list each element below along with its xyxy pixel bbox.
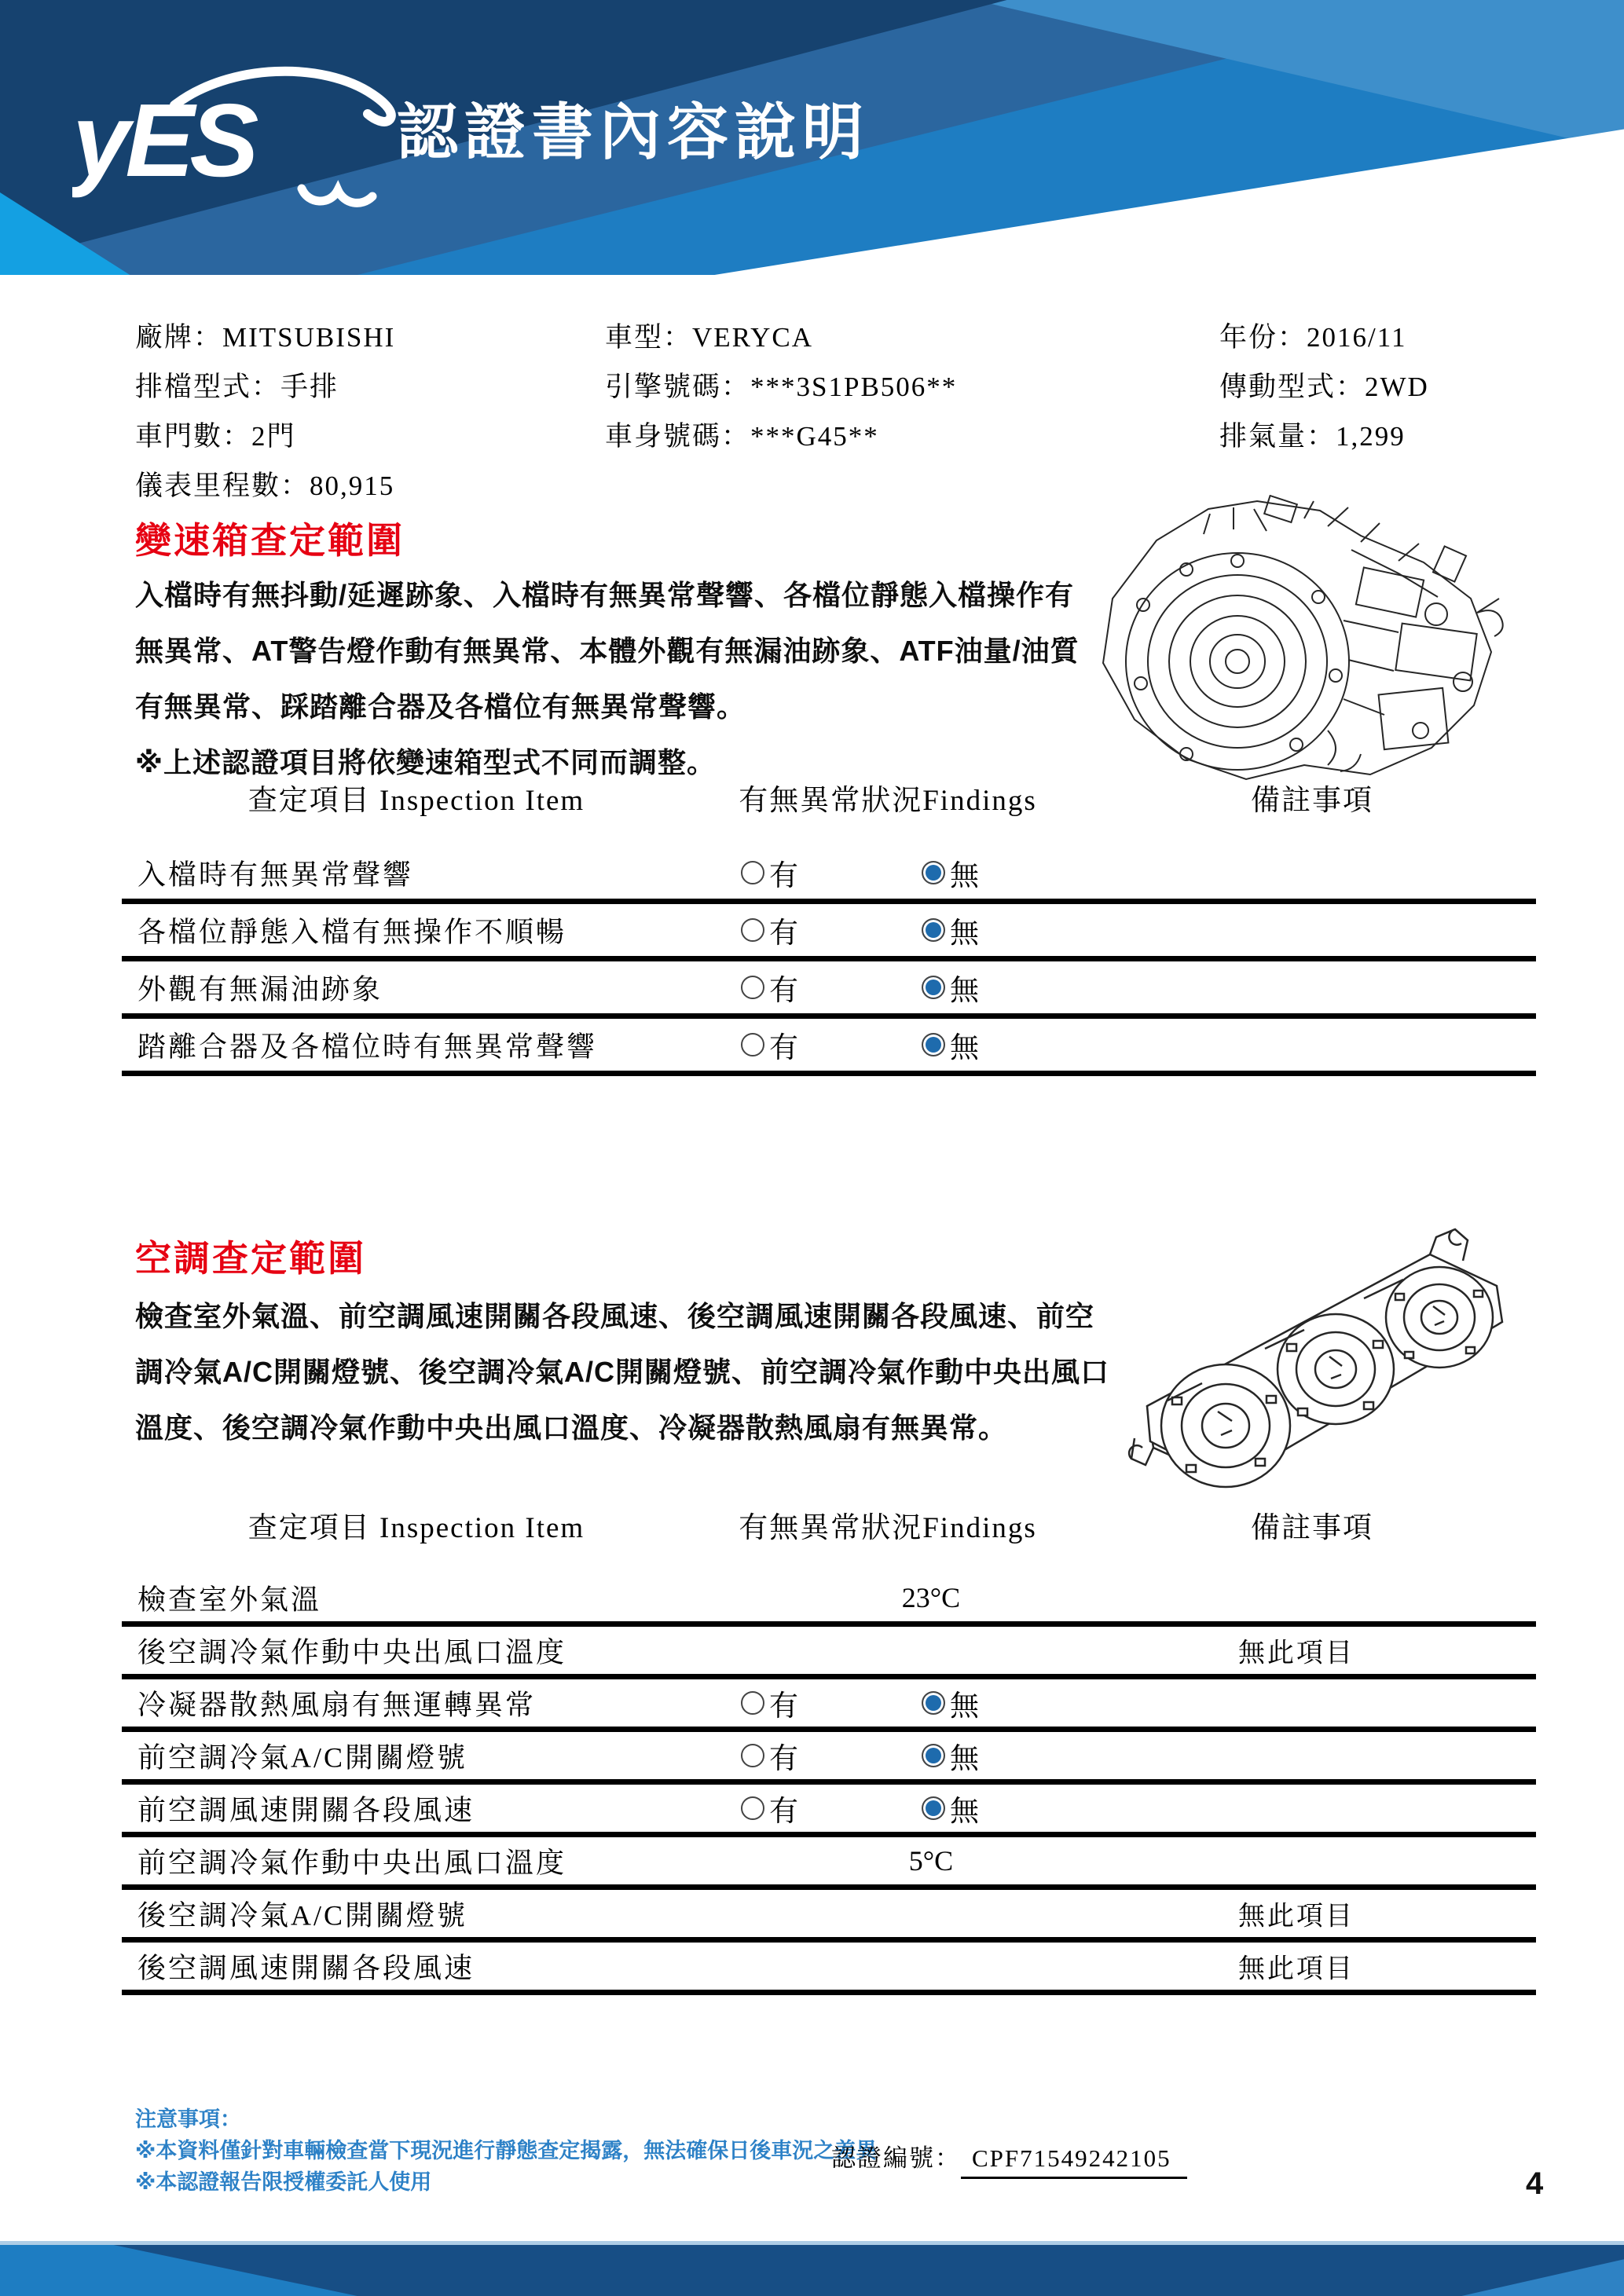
inspection-item-label: 冷凝器散熱風扇有無運轉異常 (137, 1689, 537, 1721)
radio-unselected-icon (741, 976, 764, 999)
header-banner (0, 0, 1624, 275)
finding-option-no: 無 (922, 851, 979, 894)
column-header-item: 查定項目 Inspection Item (247, 785, 585, 817)
table-row (122, 847, 1536, 904)
inspection-item-label: 前空調風速開關各段風速 (137, 1794, 475, 1826)
inspection-item-label: 前空調冷氣作動中央出風口溫度 (137, 1847, 567, 1879)
radio-unselected-icon (741, 861, 764, 884)
column-header-findings: 有無異常狀況Findings (739, 1512, 1037, 1544)
footer-notes (135, 2104, 877, 2198)
inspection-item-label: 外觀有無漏油跡象 (137, 973, 383, 1005)
radio-selected-icon (922, 1033, 945, 1056)
finding-option-yes: 有 (741, 1023, 798, 1066)
vehicle-field: 車門數：2門 (135, 421, 296, 452)
ac-inspection-table (122, 1505, 1536, 1995)
vehicle-field: 排氣量：1,299 (1219, 421, 1406, 452)
vehicle-field: 車型：VERYCA (605, 322, 813, 353)
inspection-item-label: 檢查室外氣溫 (137, 1584, 322, 1616)
finding-option-yes: 有 (741, 1734, 798, 1777)
table-header-row (122, 1505, 1536, 1574)
table-row (122, 1019, 1536, 1076)
vehicle-field: 排檔型式：手排 (135, 372, 339, 402)
radio-selected-icon (922, 918, 945, 942)
radio-selected-icon (922, 976, 945, 999)
finding-option-no: 無 (922, 1787, 979, 1829)
transmission-inspection-table (122, 778, 1536, 1076)
table-header-row (122, 778, 1536, 847)
radio-unselected-icon (741, 1033, 764, 1056)
vehicle-field: 廠牌：MITSUBISHI (135, 322, 396, 353)
inspection-item-label: 後空調冷氣作動中央出風口溫度 (137, 1636, 567, 1668)
finding-option-yes: 有 (741, 1682, 798, 1724)
table-row (122, 1785, 1536, 1837)
table-row (122, 1837, 1536, 1890)
certificate-number-label: 認證編號： (831, 2144, 961, 2172)
footer-bar-strip (0, 2241, 1624, 2245)
radio-unselected-icon (741, 918, 764, 942)
table-row (122, 1627, 1536, 1679)
radio-selected-icon (922, 1796, 945, 1820)
finding-option-no: 無 (922, 1734, 979, 1777)
inspection-item-label: 入檔時有無異常聲響 (137, 859, 414, 891)
finding-option-no: 無 (922, 1682, 979, 1724)
page-number: 4 (1526, 2166, 1544, 2201)
radio-selected-icon (922, 861, 945, 884)
vehicle-field: 車身號碼：***G45** (605, 421, 879, 452)
vehicle-field: 引擎號碼：***3S1PB506** (605, 372, 958, 402)
notice-line: ※本認證報告限授權委託人使用 (135, 2170, 432, 2194)
radio-selected-icon (922, 1744, 945, 1767)
certificate-number-value: CPF71549242105 (961, 2144, 1187, 2179)
table-row (122, 1943, 1536, 1995)
column-header-remarks: 備註事項 (1251, 785, 1373, 817)
ac-section-title: 空調查定範圍 (135, 1238, 366, 1279)
vehicle-field: 傳動型式：2WD (1219, 372, 1429, 402)
transmission-section-description: 入檔時有無抖動/延遲跡象、入檔時有無異常聲響、各檔位靜態入檔操作有無異常、AT警告燈作動有無異常、本體外觀有無漏油跡象、ATF油量/油質有無異常、踩踏離合器及各檔位有無異常聲響。 ※上述認證項目將依變速箱型式不同而調整。 (135, 567, 1086, 790)
inspection-item-label: 各檔位靜態入檔有無操作不順暢 (137, 916, 567, 948)
finding-option-yes: 有 (741, 851, 798, 894)
finding-option-no: 無 (922, 966, 979, 1009)
finding-value: 5°C (908, 1845, 954, 1877)
page-title: 認證書內容說明 (397, 97, 871, 167)
vehicle-field: 年份：2016/11 (1219, 322, 1407, 353)
column-header-findings: 有無異常狀況Findings (739, 785, 1037, 817)
finding-option-yes: 有 (741, 909, 798, 951)
inspection-item-label: 踏離合器及各檔位時有無異常聲響 (137, 1031, 598, 1063)
radio-unselected-icon (741, 1796, 764, 1820)
footer-bar (0, 2245, 1624, 2296)
yes-car-logo-icon (72, 57, 402, 214)
inspection-item-label: 前空調冷氣A/C開關燈號 (137, 1741, 468, 1774)
finding-option-yes: 有 (741, 966, 798, 1009)
finding-option-no: 無 (922, 1023, 979, 1066)
transmission-section-note: ※上述認證項目將依變速箱型式不同而調整。 (135, 746, 716, 778)
footer-bar-left-wedge (0, 2245, 1624, 2296)
remark-text: 無此項目 (1238, 1639, 1355, 1668)
ac-section-description: 檢查室外氣溫、前空調風速開關各段風速、後空調風速開關各段風速、前空調冷氣A/C開關燈號、後空調冷氣A/C開關燈號、前空調冷氣作動中央出風口溫度、後空調冷氣作動中央出風口溫度、冷凝器散熱風扇有無異常。 (135, 1300, 1109, 1444)
notice-line: ※本資料僅針對車輛檢查當下現況進行靜態查定揭露，無法確保日後車況之差異 (135, 2139, 878, 2162)
remark-text: 無此項目 (1238, 1954, 1355, 1984)
inspection-item-label: 後空調風速開關各段風速 (137, 1952, 475, 1984)
table-row (122, 961, 1536, 1019)
transmission-section-title: 變速箱查定範圍 (135, 520, 405, 561)
inspection-item-label: 後空調冷氣A/C開關燈號 (137, 1899, 468, 1932)
finding-option-yes: 有 (741, 1787, 798, 1829)
vehicle-field: 儀表里程數：80,915 (135, 471, 395, 501)
table-row (122, 1890, 1536, 1943)
table-row (122, 904, 1536, 961)
radio-unselected-icon (741, 1691, 764, 1715)
radio-unselected-icon (741, 1744, 764, 1767)
remark-text: 無此項目 (1238, 1902, 1355, 1932)
transmission-illustration (1069, 495, 1540, 793)
svg-text:yES: yES (72, 82, 255, 198)
certificate-number (831, 2138, 1187, 2179)
finding-value: 23°C (901, 1582, 961, 1613)
radio-selected-icon (922, 1691, 945, 1715)
notice-title: 注意事項： (135, 2107, 241, 2131)
column-header-remarks: 備註事項 (1251, 1512, 1373, 1544)
column-header-item: 查定項目 Inspection Item (247, 1512, 585, 1544)
table-row (122, 1574, 1536, 1627)
table-row (122, 1732, 1536, 1785)
finding-option-no: 無 (922, 909, 979, 951)
table-row (122, 1679, 1536, 1732)
ac-control-illustration (1100, 1206, 1540, 1536)
